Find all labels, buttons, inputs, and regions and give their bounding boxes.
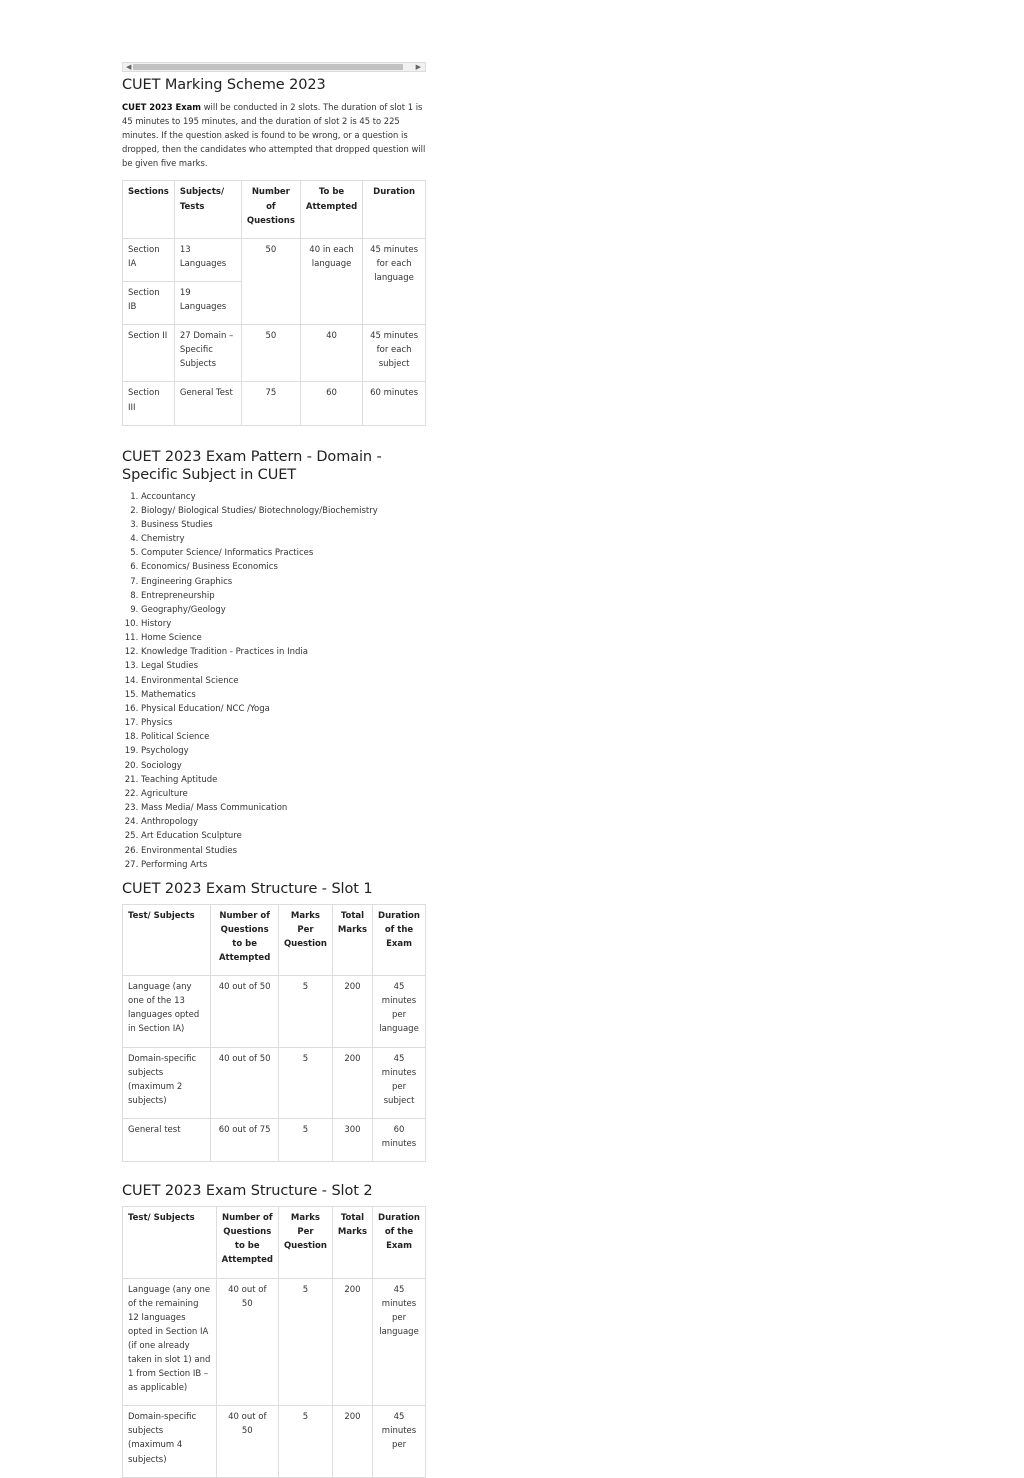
column-header: Total Marks [332, 1207, 372, 1278]
table-cell: 45 minutes for each subject [363, 325, 426, 382]
table-cell: 60 minutes [373, 1118, 426, 1161]
intro-bold-link[interactable]: CUET 2023 Exam [122, 102, 202, 112]
list-item: 15. Mathematics [141, 688, 426, 702]
list-item: 25. Art Education Sculpture [141, 829, 426, 843]
column-header: Marks Per Question [278, 904, 332, 975]
table-cell: 45 minutes per subject [373, 1047, 426, 1118]
table-cell: 200 [332, 1047, 372, 1118]
scroll-right-icon[interactable]: ▶ [415, 63, 421, 71]
list-item: 20. Sociology [141, 759, 426, 773]
table-row [123, 325, 426, 382]
column-header: Number of Questions [241, 181, 300, 238]
table-cell: 45 minutes for each language [363, 238, 426, 324]
list-item: 26. Environmental Studies [141, 844, 426, 858]
list-item: 3. Business Studies [141, 518, 426, 532]
scrollbar-thumb[interactable] [133, 64, 403, 70]
list-item: 24. Anthropology [141, 815, 426, 829]
list-item: 27. Performing Arts [141, 858, 426, 872]
marking-scheme-title: CUET Marking Scheme 2023 [122, 77, 326, 93]
table-cell: 75 [241, 382, 300, 425]
list-item: 10. History [141, 617, 426, 631]
table-cell: Section IA [123, 238, 175, 281]
slot1-title: CUET 2023 Exam Structure - Slot 1 [122, 880, 373, 897]
table-cell: 200 [332, 976, 372, 1047]
marking-intro: CUET 2023 Exam will be conducted in 2 slots. The duration of slot 1 is 45 minutes to 195 minutes, and the duration of slot 2 is 45 to 225 minutes. If the question asked is found to be wrong, or a question is dropped, then the candidates who attempted that dropped question will be given five marks. [122, 102, 426, 169]
table-cell: Language (any one of the 13 languages opted in Section IA) [123, 976, 211, 1047]
table-cell: 5 [278, 1047, 332, 1118]
column-header: Duration of the Exam [373, 1207, 426, 1278]
horizontal-scrollbar[interactable] [122, 62, 426, 72]
column-header: Number of Questions to be Attempted [211, 904, 279, 975]
table-cell: 19 Languages [174, 281, 241, 324]
column-header: Total Marks [332, 904, 372, 975]
column-header: Subjects/ Tests [174, 181, 241, 238]
list-item: 12. Knowledge Tradition - Practices in India [141, 645, 426, 659]
table-cell: 50 [241, 325, 300, 382]
table-cell: 27 Domain – Specific Subjects [174, 325, 241, 382]
column-header: Test/ Subjects [123, 1207, 217, 1278]
list-item: 18. Political Science [141, 730, 426, 744]
list-item: 5. Computer Science/ Informatics Practices [141, 546, 426, 560]
table-cell: General test [123, 1118, 211, 1161]
table-cell: Domain-specific subjects (maximum 2 subjects) [123, 1047, 211, 1118]
table-cell: 45 minutes per [373, 1406, 426, 1477]
list-item: 21. Teaching Aptitude [141, 773, 426, 787]
table-cell: 13 Languages [174, 238, 241, 281]
table-cell: 40 in each language [300, 238, 362, 324]
table-cell: 45 minutes per language [373, 976, 426, 1047]
list-item: 16. Physical Education/ NCC /Yoga [141, 702, 426, 716]
domain-subjects-title: CUET 2023 Exam Pattern - Domain - Specific Subject in CUET [122, 448, 382, 483]
table-cell: 40 out of 50 [211, 976, 279, 1047]
table-cell: 40 out of 50 [216, 1278, 278, 1406]
list-item: 14. Environmental Science [141, 674, 426, 688]
list-item: 4. Chemistry [141, 532, 426, 546]
table-cell: Language (any one of the remaining 12 languages opted in Section IA (if one already taken in slot 1) and 1 from Section IB – as applicable) [123, 1278, 217, 1406]
table-cell: General Test [174, 382, 241, 425]
table-row [123, 1278, 426, 1406]
column-header: Test/ Subjects [123, 904, 211, 975]
list-item: 7. Engineering Graphics [141, 575, 426, 589]
table-cell: 200 [332, 1278, 372, 1406]
table-row [123, 382, 426, 425]
table-cell: 40 out of 50 [216, 1406, 278, 1477]
table-cell: 5 [278, 1406, 332, 1477]
table-row [123, 1047, 426, 1118]
table-header-row [123, 1207, 426, 1278]
article-column [122, 62, 426, 1478]
table-cell: 200 [332, 1406, 372, 1477]
slot2-table [122, 1206, 426, 1478]
column-header: To be Attempted [300, 181, 362, 238]
table-header-row [123, 904, 426, 975]
table-cell: Domain-specific subjects (maximum 4 subjects) [123, 1406, 217, 1477]
table-cell: Section II [123, 325, 175, 382]
table-row [123, 1406, 426, 1477]
table-cell: 5 [278, 1278, 332, 1406]
table-cell: 60 out of 75 [211, 1118, 279, 1161]
list-item: 13. Legal Studies [141, 659, 426, 673]
table-cell: 60 [300, 382, 362, 425]
column-header: Sections [123, 181, 175, 238]
list-item: 9. Geography/Geology [141, 603, 426, 617]
table-cell: 5 [278, 976, 332, 1047]
table-cell: 40 [300, 325, 362, 382]
list-item: 8. Entrepreneurship [141, 589, 426, 603]
table-row [123, 238, 426, 281]
column-header: Duration of the Exam [373, 904, 426, 975]
column-header: Duration [363, 181, 426, 238]
list-item: 17. Physics [141, 716, 426, 730]
table-cell: 300 [332, 1118, 372, 1161]
slot1-table [122, 904, 426, 1162]
table-cell: 5 [278, 1118, 332, 1161]
list-item: 22. Agriculture [141, 787, 426, 801]
table-cell: 40 out of 50 [211, 1047, 279, 1118]
table-row [123, 1118, 426, 1161]
list-item: 1. Accountancy [141, 490, 426, 504]
table-cell: Section IB [123, 281, 175, 324]
list-item: 6. Economics/ Business Economics [141, 560, 426, 574]
list-item: 11. Home Science [141, 631, 426, 645]
table-header-row [123, 181, 426, 238]
domain-subjects-list [122, 490, 426, 872]
column-header: Number of Questions to be Attempted [216, 1207, 278, 1278]
table-cell: 60 minutes [363, 382, 426, 425]
list-item: 2. Biology/ Biological Studies/ Biotechnology/Biochemistry [141, 504, 426, 518]
table-cell: 50 [241, 238, 300, 324]
list-item: 23. Mass Media/ Mass Communication [141, 801, 426, 815]
list-item: 19. Psychology [141, 744, 426, 758]
table-cell: Section III [123, 382, 175, 425]
marking-scheme-table [122, 180, 426, 425]
column-header: Marks Per Question [278, 1207, 332, 1278]
scroll-left-icon[interactable]: ◀ [126, 63, 132, 71]
table-cell: 45 minutes per language [373, 1278, 426, 1406]
table-row [123, 976, 426, 1047]
slot2-title: CUET 2023 Exam Structure - Slot 2 [122, 1183, 373, 1200]
